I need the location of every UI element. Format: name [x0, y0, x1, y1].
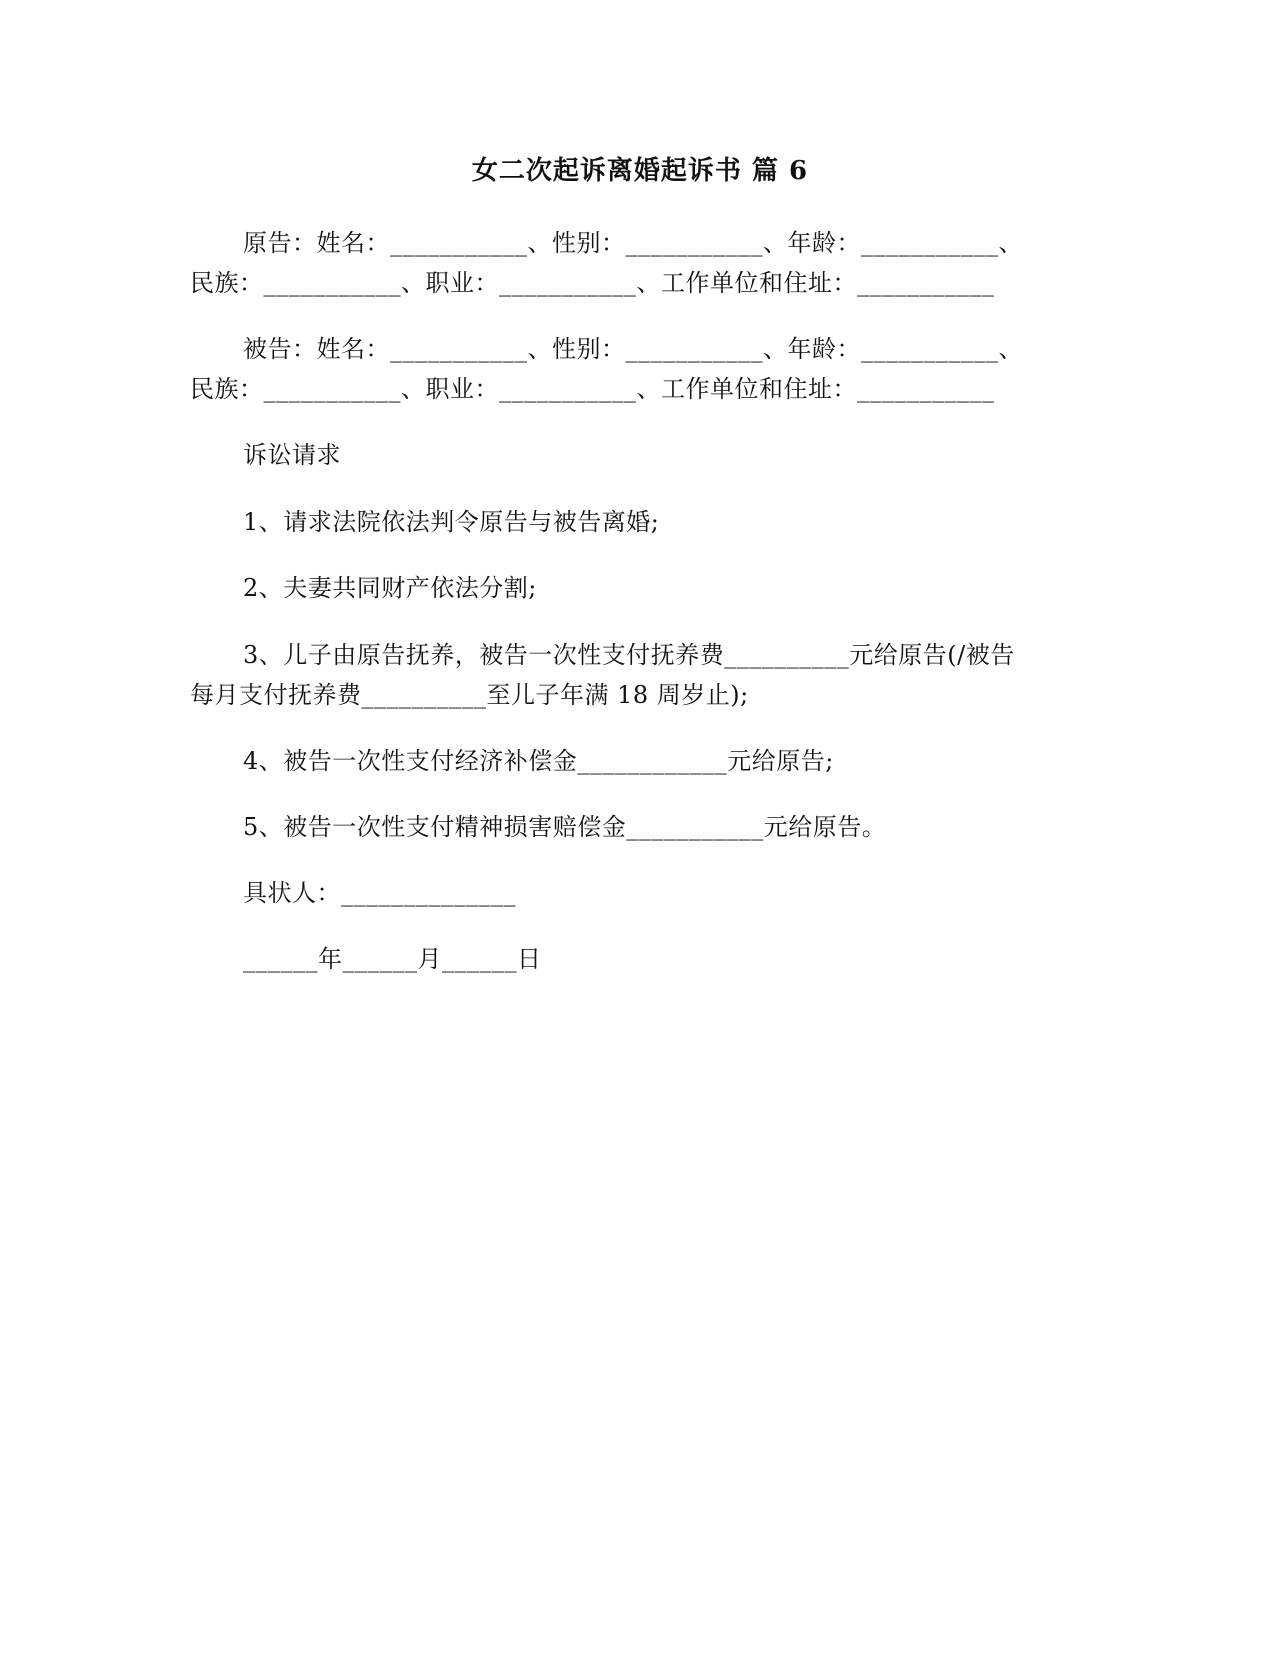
plaintiff-info-line-1: 原告：姓名：___________、性别：___________、年龄：___________、 — [243, 229, 1023, 257]
defendant-info-line-1: 被告：姓名：___________、性别：___________、年龄：___________、 — [243, 335, 1023, 363]
claim-item-2: 2、夫妻共同财产依法分割; — [243, 574, 537, 602]
plaintiff-info-line-2: 民族：___________、职业：___________、工作单位和住址：___________ — [190, 269, 995, 297]
claim-item-3-line-1: 3、儿子由原告抚养，被告一次性支付抚养费__________元给原告(/被告 — [243, 641, 1015, 669]
claim-item-5: 5、被告一次性支付精神损害赔偿金___________元给原告。 — [243, 813, 887, 841]
claims-heading: 诉讼请求 — [243, 441, 341, 469]
defendant-info-line-2: 民族：___________、职业：___________、工作单位和住址：___________ — [190, 375, 995, 403]
signer-line: 具状人：______________ — [243, 879, 516, 907]
date-line: ______年______月______日 — [243, 945, 542, 973]
claim-item-1: 1、请求法院依法判令原告与被告离婚; — [243, 508, 660, 536]
claim-item-4: 4、被告一次性支付经济补偿金____________元给原告; — [243, 747, 834, 775]
claim-item-3-line-2: 每月支付抚养费__________至儿子年满 18 周岁止); — [190, 681, 749, 709]
document-title: 女二次起诉离婚起诉书 篇 6 — [471, 156, 809, 186]
